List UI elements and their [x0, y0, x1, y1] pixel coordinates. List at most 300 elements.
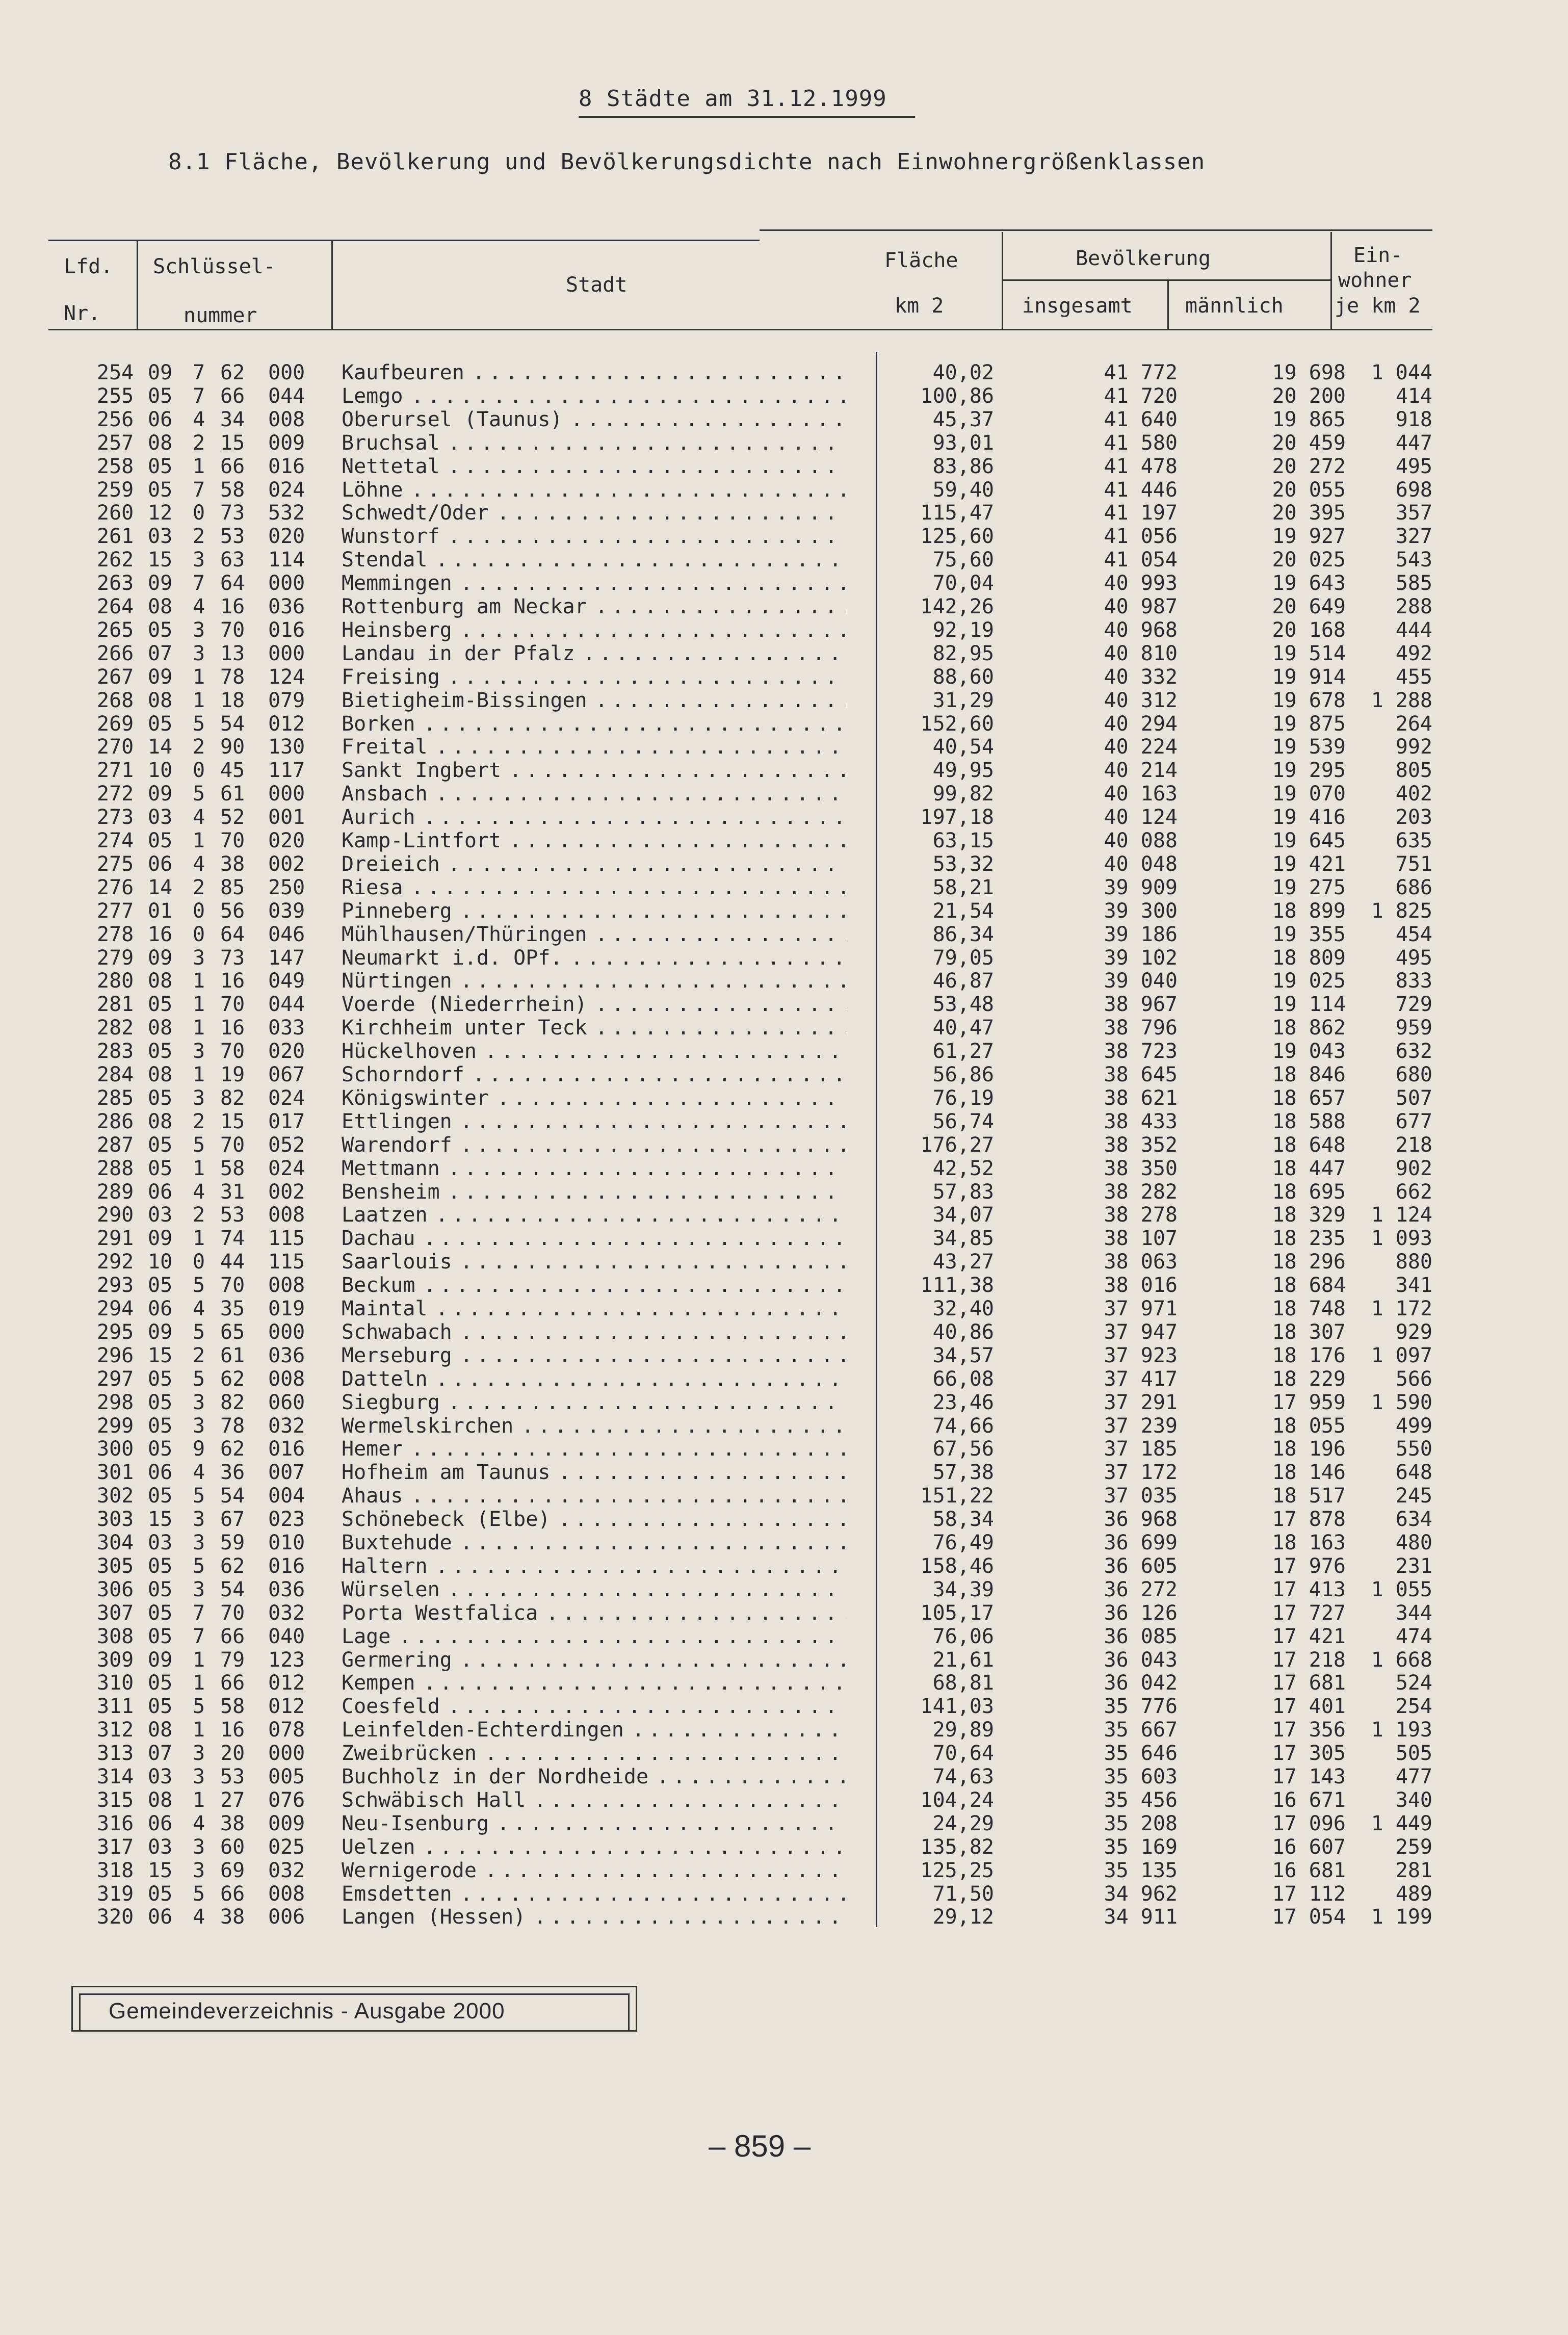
cell-flaeche: 74,66	[932, 1414, 994, 1438]
cell-k4: 067	[268, 1063, 305, 1086]
cell-dichte: 805	[1395, 759, 1432, 783]
header-schluessel-bottom: nummer	[184, 304, 257, 327]
cell-flaeche: 70,04	[932, 572, 994, 595]
cell-stadt: Buchholz in der Nordheide . . .	[342, 1765, 846, 1788]
cell-stadt: Laatzen . . .	[342, 1203, 846, 1227]
cell-k4: 078	[268, 1718, 305, 1742]
cell-stadt: Warendorf . . .	[342, 1133, 846, 1157]
cell-k2: 4	[193, 1905, 205, 1929]
cell-k1: 05	[148, 1695, 173, 1719]
cell-dichte: 480	[1395, 1531, 1432, 1554]
cell-maennlich: 16 607	[1272, 1835, 1346, 1859]
cell-k3: 44	[220, 1250, 245, 1274]
cell-stadt: Königswinter . . .	[342, 1086, 846, 1110]
table-row	[0, 899, 1568, 923]
cell-insgesamt: 36 126	[1104, 1601, 1178, 1625]
cell-dichte: 751	[1395, 852, 1432, 876]
cell-nr: 271	[97, 759, 134, 783]
header-sep-2	[331, 240, 333, 330]
cell-insgesamt: 40 214	[1104, 759, 1178, 783]
cell-maennlich: 18 695	[1272, 1180, 1346, 1204]
cell-k4: 000	[268, 782, 305, 806]
table-row	[0, 689, 1568, 712]
cell-maennlich: 19 043	[1272, 1040, 1346, 1063]
table-row	[0, 1788, 1568, 1812]
cell-stadt: Mühlhausen/Thüringen . . .	[342, 923, 846, 946]
cell-insgesamt: 40 968	[1104, 618, 1178, 642]
cell-k3: 58	[220, 478, 245, 502]
cell-flaeche: 76,49	[932, 1531, 994, 1554]
cell-nr: 316	[97, 1811, 134, 1835]
cell-nr: 288	[97, 1156, 134, 1180]
cell-dichte: 495	[1395, 946, 1432, 970]
cell-flaeche: 56,74	[932, 1109, 994, 1133]
cell-stadt: Riesa . . .	[342, 876, 846, 899]
cell-nr: 308	[97, 1624, 134, 1648]
cell-k4: 040	[268, 1624, 305, 1648]
cell-insgesamt: 35 208	[1104, 1811, 1178, 1835]
table-row	[0, 759, 1568, 782]
cell-k3: 31	[220, 1180, 245, 1204]
cell-k1: 05	[148, 1040, 173, 1063]
cell-stadt: Pinneberg . . .	[342, 899, 846, 923]
cell-stadt: Schwedt/Oder . . .	[342, 501, 846, 525]
cell-stadt: Schönebeck (Elbe) . . .	[342, 1508, 846, 1531]
cell-k2: 3	[193, 641, 205, 665]
cell-k2: 0	[193, 922, 205, 946]
cell-k2: 1	[193, 688, 205, 712]
cell-k3: 62	[220, 1554, 245, 1578]
cell-k4: 016	[268, 618, 305, 642]
cell-maennlich: 16 681	[1272, 1858, 1346, 1882]
cell-k2: 2	[193, 735, 205, 759]
cell-stadt: Leinfelden-Echterdingen . . .	[342, 1718, 846, 1742]
cell-k1: 03	[148, 525, 173, 549]
cell-k4: 032	[268, 1858, 305, 1882]
table-row	[0, 1812, 1568, 1835]
cell-insgesamt: 39 300	[1104, 899, 1178, 923]
cell-dichte: 1 055	[1371, 1577, 1432, 1601]
cell-stadt: Stendal . . .	[342, 548, 846, 572]
cell-k4: 039	[268, 899, 305, 923]
cell-dichte: 340	[1395, 1788, 1432, 1812]
cell-nr: 266	[97, 641, 134, 665]
cell-insgesamt: 34 962	[1104, 1882, 1178, 1906]
cell-maennlich: 19 914	[1272, 665, 1346, 689]
cell-k4: 000	[268, 641, 305, 665]
cell-k4: 032	[268, 1601, 305, 1625]
page-number: – 859 –	[709, 2129, 811, 2163]
cell-k1: 06	[148, 1180, 173, 1204]
cell-k2: 0	[193, 501, 205, 525]
table-row	[0, 806, 1568, 829]
cell-k4: 124	[268, 665, 305, 689]
cell-dichte: 1 097	[1371, 1343, 1432, 1367]
cell-k1: 05	[148, 1274, 173, 1298]
cell-maennlich: 17 878	[1272, 1508, 1346, 1532]
table-row	[0, 618, 1568, 642]
cell-maennlich: 18 329	[1272, 1203, 1346, 1227]
table-row	[0, 1882, 1568, 1906]
cell-maennlich: 18 588	[1272, 1109, 1346, 1133]
cell-k2: 3	[193, 1858, 205, 1882]
cell-flaeche: 92,19	[932, 618, 994, 642]
cell-flaeche: 43,27	[932, 1250, 994, 1274]
cell-insgesamt: 37 971	[1104, 1297, 1178, 1320]
cell-k2: 4	[193, 1461, 205, 1485]
cell-maennlich: 17 356	[1272, 1718, 1346, 1742]
cell-k3: 61	[220, 782, 245, 806]
cell-flaeche: 125,25	[920, 1858, 994, 1882]
header-rule-top-right	[760, 229, 1432, 231]
cell-flaeche: 66,08	[932, 1367, 994, 1391]
cell-flaeche: 23,46	[932, 1390, 994, 1414]
table-row	[0, 1110, 1568, 1133]
cell-k1: 05	[148, 1484, 173, 1508]
cell-k3: 64	[220, 572, 245, 595]
table-row	[0, 1250, 1568, 1274]
cell-k1: 14	[148, 875, 173, 899]
cell-nr: 293	[97, 1274, 134, 1298]
cell-flaeche: 46,87	[932, 969, 994, 993]
cell-dichte: 929	[1395, 1320, 1432, 1344]
cell-flaeche: 57,83	[932, 1180, 994, 1204]
cell-k4: 147	[268, 946, 305, 970]
cell-k2: 9	[193, 1437, 205, 1461]
cell-k3: 66	[220, 1882, 245, 1906]
table-row	[0, 1086, 1568, 1110]
cell-nr: 313	[97, 1742, 134, 1766]
cell-k1: 09	[148, 1227, 173, 1251]
cell-k2: 3	[193, 618, 205, 642]
table-row	[0, 1835, 1568, 1859]
cell-stadt: Porta Westfalica . . .	[342, 1601, 846, 1625]
cell-stadt: Langen (Hessen) . . .	[342, 1905, 846, 1929]
footer-label: Gemeindeverzeichnis - Ausgabe 2000	[109, 1999, 505, 2023]
cell-flaeche: 152,60	[920, 712, 994, 736]
cell-k3: 82	[220, 1390, 245, 1414]
cell-k2: 5	[193, 712, 205, 736]
cell-k1: 15	[148, 548, 173, 572]
cell-insgesamt: 38 645	[1104, 1063, 1178, 1086]
table-row	[0, 946, 1568, 970]
cell-k4: 115	[268, 1227, 305, 1251]
cell-k2: 7	[193, 478, 205, 502]
cell-k4: 115	[268, 1250, 305, 1274]
cell-insgesamt: 38 433	[1104, 1109, 1178, 1133]
cell-insgesamt: 38 352	[1104, 1133, 1178, 1157]
cell-insgesamt: 38 967	[1104, 993, 1178, 1017]
cell-flaeche: 42,52	[932, 1156, 994, 1180]
table-row	[0, 1414, 1568, 1438]
cell-k3: 20	[220, 1742, 245, 1766]
table-row	[0, 1344, 1568, 1367]
cell-k1: 09	[148, 1320, 173, 1344]
cell-maennlich: 19 421	[1272, 852, 1346, 876]
cell-flaeche: 86,34	[932, 922, 994, 946]
cell-dichte: 454	[1395, 922, 1432, 946]
cell-k3: 53	[220, 525, 245, 549]
cell-k3: 63	[220, 548, 245, 572]
cell-insgesamt: 38 278	[1104, 1203, 1178, 1227]
table-row	[0, 1297, 1568, 1320]
cell-insgesamt: 36 272	[1104, 1577, 1178, 1601]
cell-maennlich: 20 055	[1272, 478, 1346, 502]
cell-insgesamt: 39 909	[1104, 875, 1178, 899]
cell-k4: 008	[268, 407, 305, 431]
cell-k4: 025	[268, 1835, 305, 1859]
cell-flaeche: 83,86	[932, 454, 994, 478]
cell-insgesamt: 38 621	[1104, 1086, 1178, 1110]
table-row	[0, 1671, 1568, 1695]
cell-flaeche: 197,18	[920, 806, 994, 829]
cell-k4: 012	[268, 1671, 305, 1695]
cell-insgesamt: 40 993	[1104, 572, 1178, 595]
cell-k2: 1	[193, 1671, 205, 1695]
cell-k3: 66	[220, 1624, 245, 1648]
cell-flaeche: 32,40	[932, 1297, 994, 1320]
cell-dichte: 254	[1395, 1695, 1432, 1719]
cell-nr: 267	[97, 665, 134, 689]
cell-maennlich: 17 112	[1272, 1882, 1346, 1906]
cell-flaeche: 115,47	[920, 501, 994, 525]
cell-flaeche: 158,46	[920, 1554, 994, 1578]
cell-maennlich: 18 809	[1272, 946, 1346, 970]
cell-k4: 114	[268, 548, 305, 572]
cell-stadt: Hofheim am Taunus . . .	[342, 1461, 846, 1484]
cell-k1: 06	[148, 1905, 173, 1929]
table-row	[0, 829, 1568, 852]
cell-maennlich: 19 025	[1272, 969, 1346, 993]
cell-k1: 05	[148, 1367, 173, 1391]
cell-insgesamt: 34 911	[1104, 1905, 1178, 1929]
cell-k4: 076	[268, 1788, 305, 1812]
cell-k4: 016	[268, 1554, 305, 1578]
cell-insgesamt: 41 446	[1104, 478, 1178, 502]
cell-dichte: 524	[1395, 1671, 1432, 1695]
cell-maennlich: 17 976	[1272, 1554, 1346, 1578]
cell-nr: 263	[97, 572, 134, 595]
cell-k2: 4	[193, 595, 205, 618]
cell-k1: 08	[148, 688, 173, 712]
header-dichte-bottom: je km 2	[1335, 294, 1421, 318]
cell-k1: 05	[148, 993, 173, 1017]
cell-stadt: Ettlingen . . .	[342, 1110, 846, 1133]
cell-maennlich: 16 671	[1272, 1788, 1346, 1812]
cell-nr: 278	[97, 922, 134, 946]
cell-dichte: 1 668	[1371, 1648, 1432, 1672]
table-row	[0, 1648, 1568, 1672]
cell-maennlich: 18 648	[1272, 1133, 1346, 1157]
cell-k2: 1	[193, 1718, 205, 1742]
table-row	[0, 1391, 1568, 1414]
cell-nr: 297	[97, 1367, 134, 1391]
cell-stadt: Löhne . . .	[342, 478, 846, 502]
cell-flaeche: 93,01	[932, 431, 994, 455]
cell-k1: 03	[148, 1531, 173, 1554]
cell-insgesamt: 35 456	[1104, 1788, 1178, 1812]
cell-k3: 38	[220, 1811, 245, 1835]
cell-dichte: 507	[1395, 1086, 1432, 1110]
cell-dichte: 1 193	[1371, 1718, 1432, 1742]
cell-k1: 06	[148, 1297, 173, 1320]
cell-k3: 58	[220, 1156, 245, 1180]
cell-flaeche: 71,50	[932, 1882, 994, 1906]
cell-k3: 38	[220, 852, 245, 876]
cell-k2: 2	[193, 525, 205, 549]
cell-maennlich: 18 229	[1272, 1367, 1346, 1391]
cell-stadt: Schwäbisch Hall . . .	[342, 1788, 846, 1812]
cell-insgesamt: 36 043	[1104, 1648, 1178, 1672]
cell-k3: 78	[220, 665, 245, 689]
cell-k1: 05	[148, 1156, 173, 1180]
cell-k1: 09	[148, 1648, 173, 1672]
cell-k3: 16	[220, 1016, 245, 1040]
header-sep-4	[1167, 280, 1169, 330]
cell-maennlich: 20 200	[1272, 384, 1346, 408]
cell-flaeche: 76,19	[932, 1086, 994, 1110]
header-sep-3	[1002, 232, 1003, 330]
cell-dichte: 1 825	[1371, 899, 1432, 923]
cell-k4: 532	[268, 501, 305, 525]
cell-dichte: 495	[1395, 454, 1432, 478]
cell-k2: 5	[193, 782, 205, 806]
cell-insgesamt: 37 172	[1104, 1461, 1178, 1485]
cell-k2: 1	[193, 1648, 205, 1672]
cell-insgesamt: 37 923	[1104, 1343, 1178, 1367]
cell-nr: 282	[97, 1016, 134, 1040]
cell-flaeche: 31,29	[932, 688, 994, 712]
cell-nr: 285	[97, 1086, 134, 1110]
cell-k3: 15	[220, 431, 245, 455]
cell-insgesamt: 36 699	[1104, 1531, 1178, 1554]
cell-maennlich: 19 645	[1272, 829, 1346, 852]
cell-dichte: 648	[1395, 1461, 1432, 1485]
cell-flaeche: 58,34	[932, 1508, 994, 1532]
cell-stadt: Mettmann . . .	[342, 1157, 846, 1180]
cell-maennlich: 18 307	[1272, 1320, 1346, 1344]
cell-k2: 2	[193, 431, 205, 455]
cell-stadt: Bensheim . . .	[342, 1180, 846, 1204]
table-row	[0, 923, 1568, 946]
table-row	[0, 1320, 1568, 1344]
cell-k1: 06	[148, 407, 173, 431]
cell-stadt: Hemer . . .	[342, 1437, 846, 1461]
cell-stadt: Kempen . . .	[342, 1671, 846, 1695]
cell-insgesamt: 38 723	[1104, 1040, 1178, 1063]
cell-insgesamt: 40 224	[1104, 735, 1178, 759]
cell-nr: 262	[97, 548, 134, 572]
cell-insgesamt: 40 987	[1104, 595, 1178, 618]
cell-insgesamt: 38 282	[1104, 1180, 1178, 1204]
cell-stadt: Kamp-Lintfort . . .	[342, 829, 846, 852]
cell-k3: 16	[220, 1718, 245, 1742]
table-row	[0, 1437, 1568, 1461]
cell-stadt: Bruchsal . . .	[342, 431, 846, 455]
cell-k2: 3	[193, 1040, 205, 1063]
header-dichte-top2: wohner	[1338, 269, 1412, 292]
table-row	[0, 1695, 1568, 1718]
cell-stadt: Memmingen . . .	[342, 572, 846, 595]
cell-stadt: Lage . . .	[342, 1625, 846, 1648]
cell-k3: 66	[220, 454, 245, 478]
cell-k1: 05	[148, 1671, 173, 1695]
cell-nr: 260	[97, 501, 134, 525]
cell-k2: 1	[193, 1788, 205, 1812]
cell-dichte: 729	[1395, 993, 1432, 1017]
cell-k2: 7	[193, 572, 205, 595]
cell-nr: 286	[97, 1109, 134, 1133]
cell-nr: 307	[97, 1601, 134, 1625]
header-lfd-top: Lfd.	[64, 255, 113, 278]
cell-nr: 272	[97, 782, 134, 806]
cell-k3: 27	[220, 1788, 245, 1812]
cell-k3: 60	[220, 1835, 245, 1859]
cell-k1: 05	[148, 1882, 173, 1906]
table-row	[0, 1157, 1568, 1180]
header-rule-top-left	[48, 240, 760, 241]
cell-k1: 08	[148, 1788, 173, 1812]
cell-dichte: 1 590	[1371, 1390, 1432, 1414]
cell-nr: 309	[97, 1648, 134, 1672]
cell-stadt: Lemgo . . .	[342, 384, 846, 408]
table-row	[0, 548, 1568, 572]
cell-insgesamt: 40 332	[1104, 665, 1178, 689]
cell-flaeche: 29,89	[932, 1718, 994, 1742]
cell-insgesamt: 37 291	[1104, 1390, 1178, 1414]
cell-k4: 017	[268, 1109, 305, 1133]
cell-k2: 5	[193, 1320, 205, 1344]
cell-k4: 006	[268, 1905, 305, 1929]
cell-stadt: Maintal . . .	[342, 1297, 846, 1320]
cell-maennlich: 19 539	[1272, 735, 1346, 759]
cell-nr: 314	[97, 1765, 134, 1788]
cell-k3: 62	[220, 361, 245, 384]
cell-nr: 277	[97, 899, 134, 923]
cell-maennlich: 17 421	[1272, 1624, 1346, 1648]
cell-k4: 123	[268, 1648, 305, 1672]
cell-maennlich: 19 070	[1272, 782, 1346, 806]
cell-k4: 046	[268, 922, 305, 946]
footer-box	[71, 1986, 637, 2032]
cell-dichte: 1 093	[1371, 1227, 1432, 1251]
cell-k2: 3	[193, 1835, 205, 1859]
cell-nr: 292	[97, 1250, 134, 1274]
cell-k2: 3	[193, 1531, 205, 1554]
cell-nr: 281	[97, 993, 134, 1017]
cell-nr: 289	[97, 1180, 134, 1204]
cell-stadt: Datteln . . .	[342, 1367, 846, 1391]
cell-insgesamt: 36 085	[1104, 1624, 1178, 1648]
cell-flaeche: 142,26	[920, 595, 994, 618]
table-row	[0, 572, 1568, 595]
cell-maennlich: 19 875	[1272, 712, 1346, 736]
cell-insgesamt: 41 720	[1104, 384, 1178, 408]
cell-dichte: 288	[1395, 595, 1432, 618]
cell-maennlich: 18 196	[1272, 1437, 1346, 1461]
cell-k1: 09	[148, 572, 173, 595]
cell-flaeche: 40,02	[932, 361, 994, 384]
cell-stadt: Schwabach . . .	[342, 1320, 846, 1344]
cell-flaeche: 75,60	[932, 548, 994, 572]
cell-k4: 012	[268, 1695, 305, 1719]
header-flaeche-top: Fläche	[884, 249, 958, 272]
cell-k2: 4	[193, 1180, 205, 1204]
header-insgesamt: insgesamt	[1022, 294, 1133, 318]
cell-k3: 70	[220, 1040, 245, 1063]
cell-k4: 016	[268, 1437, 305, 1461]
cell-flaeche: 45,37	[932, 407, 994, 431]
